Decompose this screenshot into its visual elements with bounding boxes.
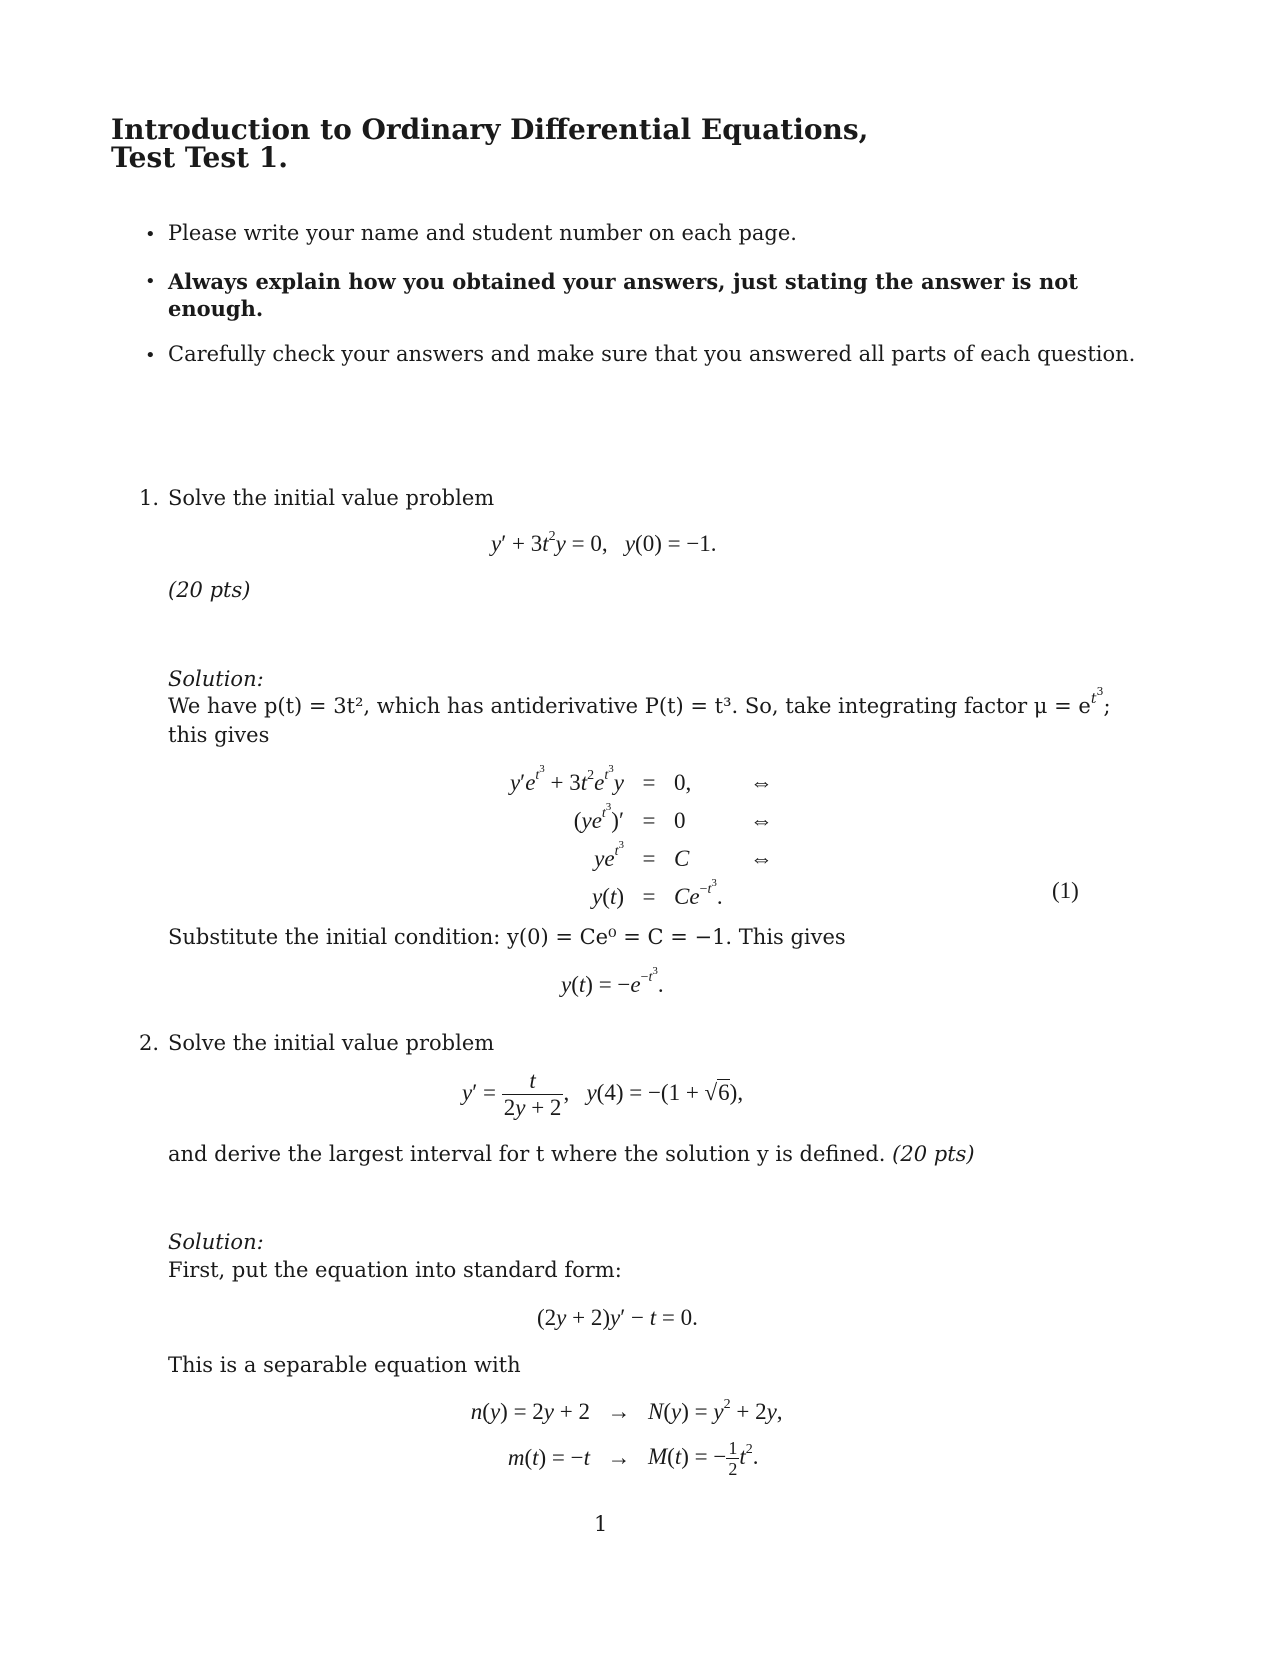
standard-form-equation: (2y + 2)y′ − t = 0. (537, 1305, 698, 1330)
bullet-icon: • (145, 345, 156, 366)
interval-text: and derive the largest interval for t where the solution y is defined. (168, 1142, 886, 1166)
document-title-line2: Test Test 1. (111, 141, 288, 174)
document-title-line1: Introduction to Ordinary Differential Equations, (111, 113, 869, 146)
standard-form-text: First, put the equation into standard form: (168, 1258, 622, 1282)
instruction-item: Please write your name and student number on each page. (168, 221, 797, 245)
solution-intro-text: We have p(t) = 3t², which has antiderivative P(t) = t³. So, take integrating factor μ = e (168, 694, 1091, 718)
interval-question (168, 1142, 975, 1166)
points-label: (20 pts) (892, 1142, 975, 1166)
ivp-equation: $y' + 3t^2y = 0$, y(0) = −1. (491, 529, 717, 556)
separable-text: This is a separable equation with (168, 1353, 521, 1377)
solution-intro: We have p(t) = 3t², which has antiderivative P(t) = t³. So, take integrating factor $\mu = e^{t^3}$; (168, 685, 1111, 718)
equation-number: (1) (1052, 878, 1079, 903)
solution-intro-continued: this gives (168, 723, 270, 747)
fraction: $\frac{1}{2}$ (728, 1437, 738, 1479)
derivation-align: $y'e^{t^3} + 3t^2e^{t^3}y$ = 0, ⇔ $(ye^{t^3})'$ = 0 ⇔ $ye^{t^3}$ = C ⇔ y(t) = $Ce^{-t^3}$. (509, 762, 773, 909)
ivp-equation: y′ = $\frac{t}{2y + 2}$ , y(4) = −(1 + √6), (462, 1068, 744, 1120)
instruction-item-emphasis: Always explain how you obtained your answers, just stating the answer is not enough. (168, 269, 1078, 321)
problem-prompt: Solve the initial value problem (168, 486, 495, 510)
separable-functions-align: n(y) = 2y + 2 → $N(y) = y^2 + 2y$, m(t) = −t → M(t) = − $\frac{1}{2}$ $t^2$. (470, 1397, 783, 1479)
bullet-icon: • (145, 271, 156, 292)
problem-prompt: Solve the initial value problem (168, 1031, 495, 1055)
problem-number: 2. (139, 1031, 160, 1055)
instruction-item: Carefully check your answers and make sure that you answered all parts of each question. (168, 342, 1136, 366)
final-answer-equation: $y(t) = -e^{-t^3}$. (561, 964, 664, 997)
fraction: $\frac{t}{2y + 2}$ (503, 1068, 562, 1120)
points-label: (20 pts) (168, 578, 251, 602)
solution-label: Solution: (168, 1230, 264, 1254)
substitute-text: Substitute the initial condition: y(0) = Ce⁰ = C = −1. This gives (168, 925, 846, 949)
page-number: 1 (594, 1512, 608, 1536)
problem-number: 1. (139, 486, 160, 510)
bullet-icon: • (145, 224, 156, 245)
solution-label: Solution: (168, 667, 264, 691)
